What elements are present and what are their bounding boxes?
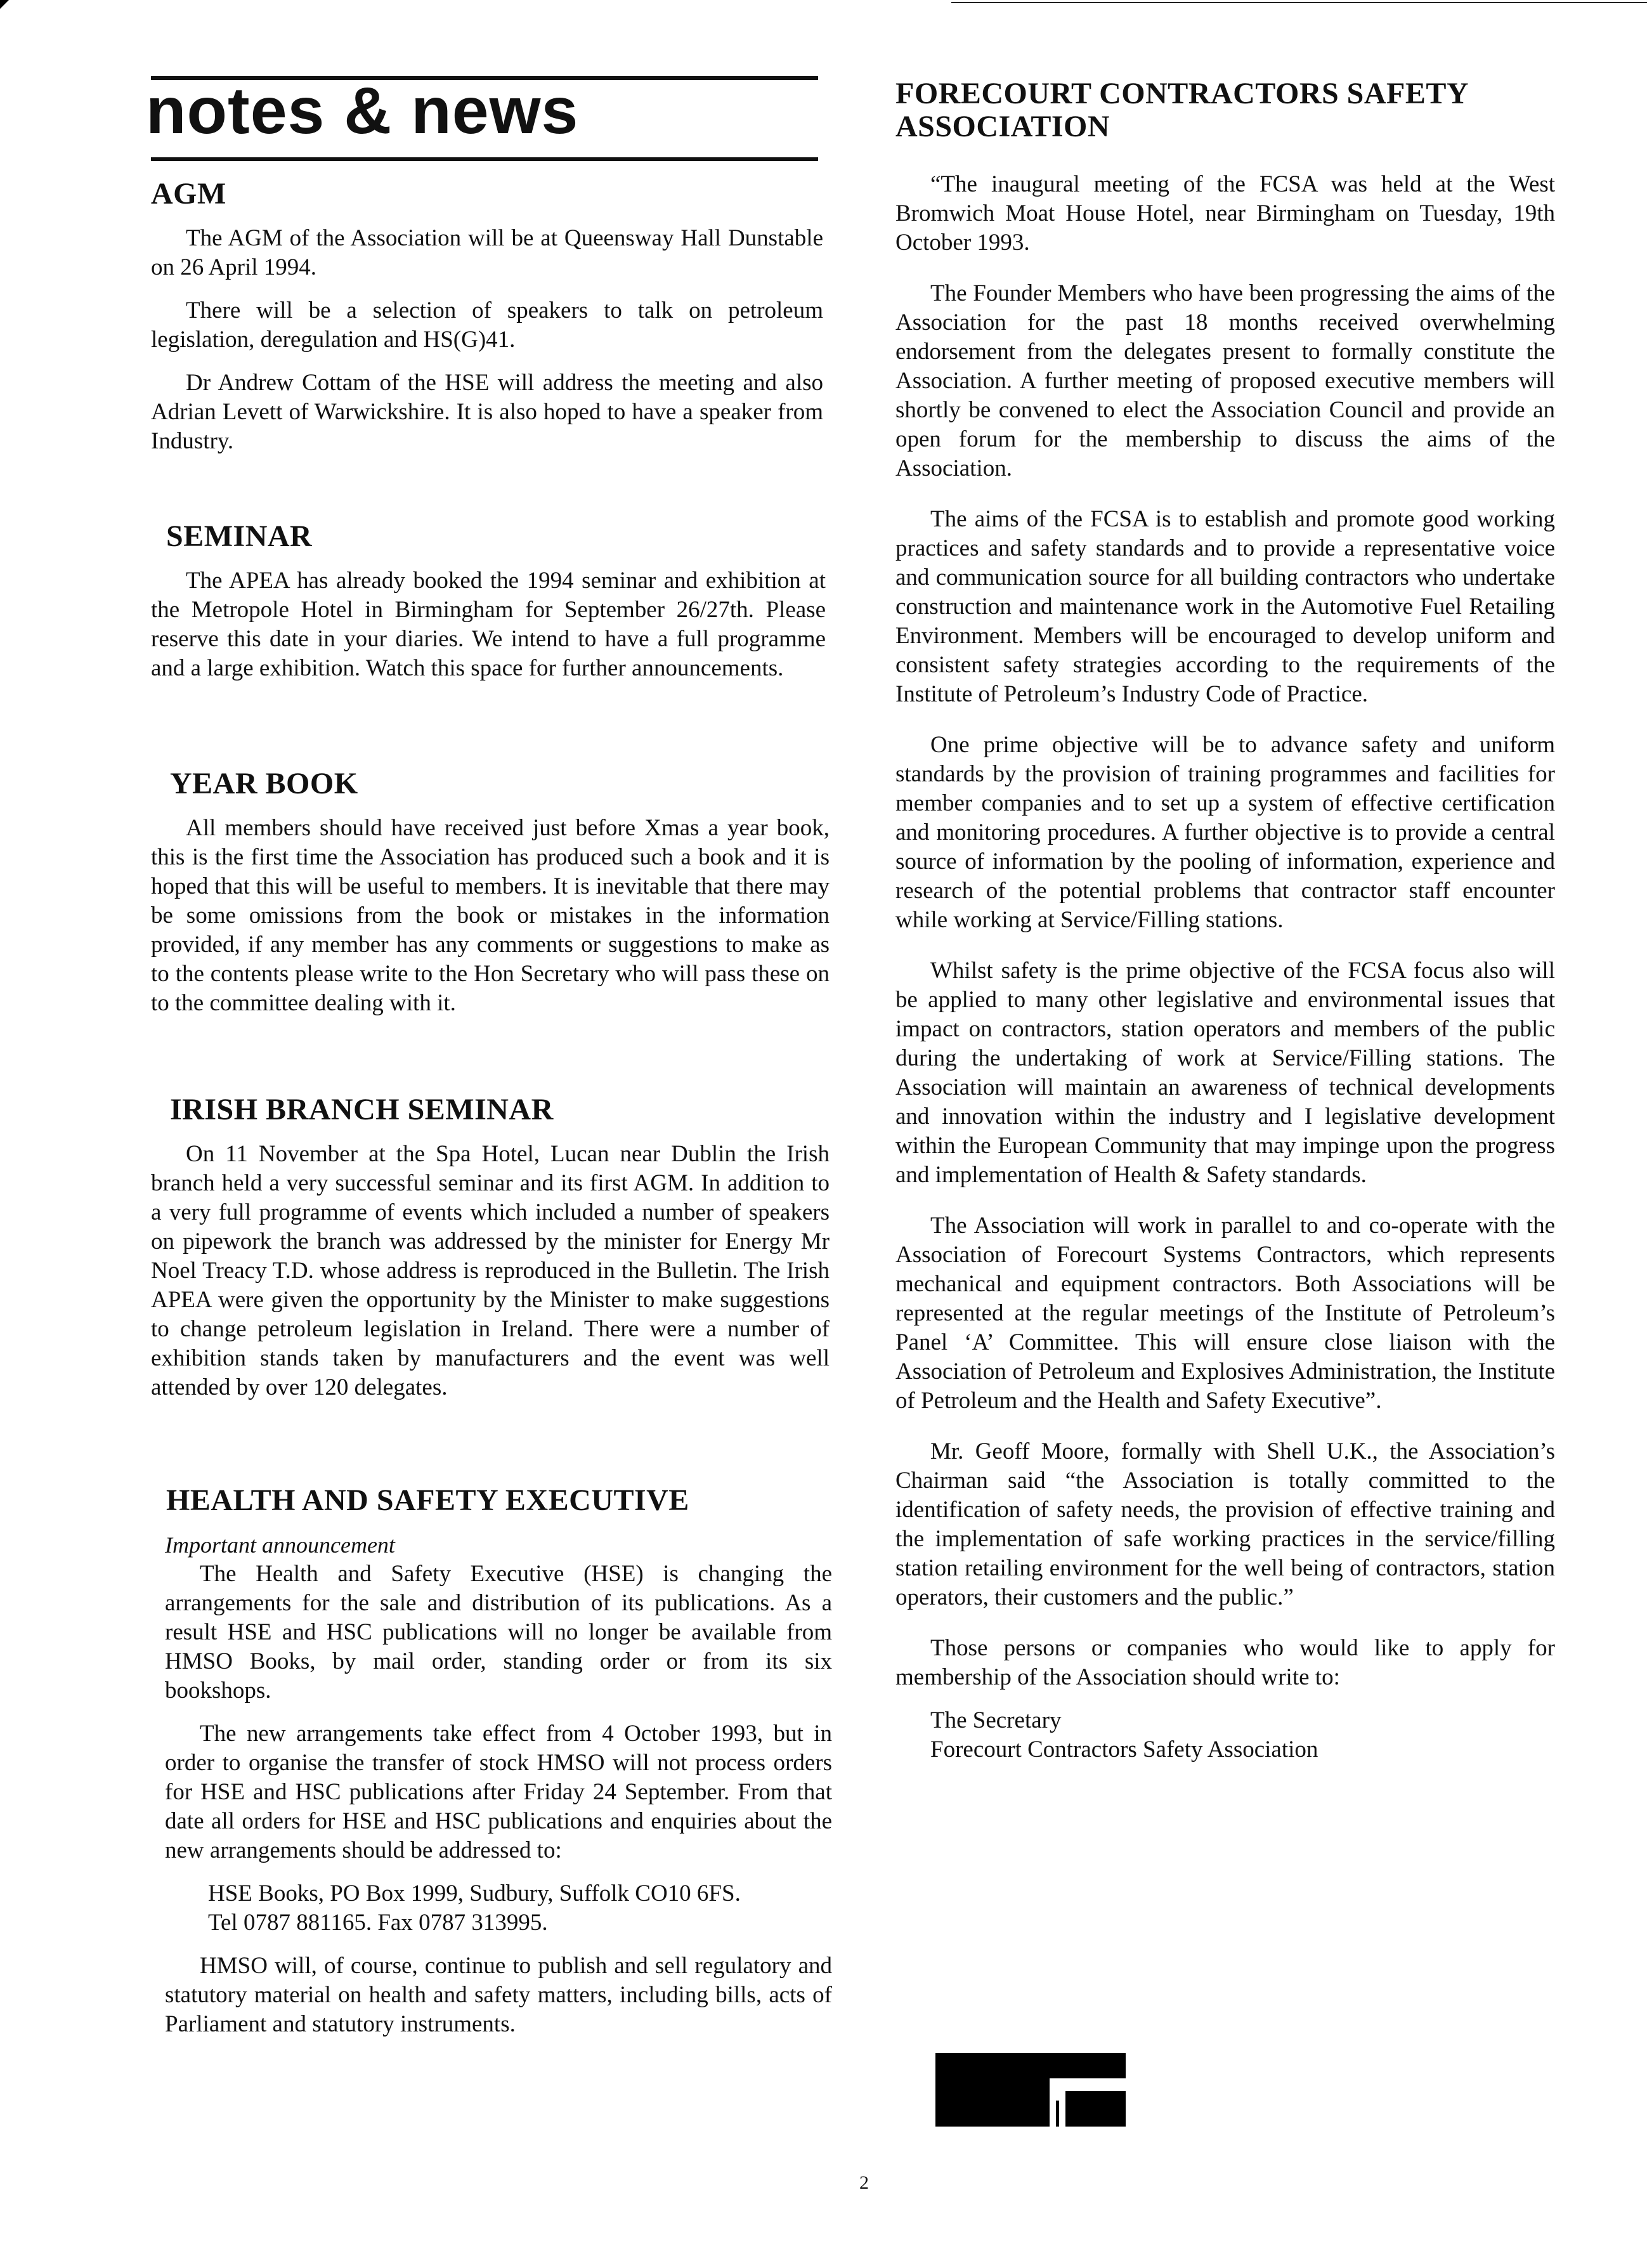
agm-heading: AGM bbox=[151, 177, 226, 211]
hse-address-line-2: Tel 0787 881165. Fax 0787 313995. bbox=[208, 1910, 548, 1936]
yearbook-heading: YEAR BOOK bbox=[170, 767, 358, 800]
hse-subtitle: Important announcement bbox=[165, 1532, 395, 1558]
fcsa-paragraph-4: One prime objective will be to advance safety and uniform standards by the provision of training programmes and facilities for member companies and to set up a system of effective certification and monitoring procedures. A further objective is to provide a central source of information by the pooling of information, experience and research of the potential problems that contractor staff encounter while working at Service/Filling stations. bbox=[895, 732, 1555, 933]
agm-paragraph-2: There will be a selection of speakers to talk on petroleum legislation, deregulation and HS(G)41. bbox=[151, 297, 823, 353]
fcsa-logo bbox=[935, 2053, 1126, 2127]
seminar-paragraph: The APEA has already booked the 1994 seminar and exhibition at the Metropole Hotel in Birmingham for September 26/27th. Please reserve this date in your diaries. We intend to have a full programme and a large exhibition. Watch this space for further announcements. bbox=[151, 568, 826, 681]
seminar-section bbox=[151, 519, 826, 697]
seminar-heading: SEMINAR bbox=[166, 519, 313, 553]
fcsa-signature-line-2: Forecourt Contractors Safety Association bbox=[930, 1737, 1318, 1763]
page-number: 2 bbox=[859, 2172, 869, 2193]
fcsa-paragraph-3: The aims of the FCSA is to establish and promote good working practices and safety standards and to provide a representative voice and communication source for all building contractors who undertake construction and maintenance work in the Automotive Fuel Retailing Environment. Members will be encouraged to develop uniform and consistent safety strategies according to the requirements of the Institute of Petroleum’s Industry Code of Practice. bbox=[895, 506, 1555, 707]
top-edge-line bbox=[951, 2, 1647, 3]
agm-paragraph-1: The AGM of the Association will be at Queensway Hall Dunstable on 26 April 1994. bbox=[151, 225, 823, 280]
fcsa-signature bbox=[895, 1706, 1555, 1764]
masthead-rule-bottom bbox=[151, 157, 818, 161]
hse-paragraph-3: HMSO will, of course, continue to publish and sell regulatory and statutory material on health and safety matters, including bills, acts of Parliament and statutory instruments. bbox=[165, 1953, 832, 2037]
irish-heading: IRISH BRANCH SEMINAR bbox=[170, 1093, 554, 1126]
fcsa-paragraph-8: Those persons or companies who would like to apply for membership of the Association should write to: bbox=[895, 1635, 1555, 1690]
corner-mark bbox=[0, 0, 9, 9]
hse-address bbox=[165, 1879, 832, 1938]
hse-address-line-1: HSE Books, PO Box 1999, Sudbury, Suffolk CO10 6FS. bbox=[208, 1880, 741, 1906]
fcsa-section bbox=[895, 77, 1555, 1764]
hse-heading: HEALTH AND SAFETY EXECUTIVE bbox=[166, 1483, 689, 1517]
fcsa-paragraph-5: Whilst safety is the prime objective of the FCSA focus also will be applied to many other legislative and environmental issues that impact on contractors, station operators and members of the public during the undertaking of work at Service/Filling stations. The Association will maintain an awareness of technical developments and innovation within the industry and I legislative development within the European Community that may impinge upon the progress and implementation of Health & Safety standards. bbox=[895, 958, 1555, 1188]
fcsa-paragraph-6: The Association will work in parallel to and co-operate with the Association of Forecourt Systems Contractors, which represents mechanical and equipment contractors. Both Associations will be represented at the regular meetings of the Institute of Petroleum’s Panel ‘A’ Committee. This will ensure close liaison with the Association of Petroleum and Explosives Administration, the Institute of Petroleum and the Health and Safety Executive”. bbox=[895, 1213, 1555, 1414]
yearbook-paragraph: All members should have received just before Xmas a year book, this is the first time the Association has produced such a book and it is hoped that this will be useful to members. It is inevitable that there may be some omissions from the book or mistakes in the information provided, if any member has any comments or suggestions to make as to the contents please write to the Hon Secretary who will pass these on to the committee dealing with it. bbox=[151, 815, 830, 1016]
agm-section bbox=[151, 176, 823, 470]
hse-paragraph-2: The new arrangements take effect from 4 October 1993, but in order to organise the transfer of stock HMSO will not process orders for HSE and HSC publications after Friday 24 September. From that date all orders for HSE and HSC publications and enquiries about the new arrangements should be addressed to: bbox=[165, 1721, 832, 1863]
irish-paragraph: On 11 November at the Spa Hotel, Lucan near Dublin the Irish branch held a very successful seminar and its first AGM. In addition to a very full programme of events which included a number of speakers on pipework the branch was addressed by the minister for Energy Mr Noel Treacy T.D. whose address is reproduced in the Bulletin. The Irish APEA were given the opportunity by the Minister to make suggestions to change petroleum legislation in Ireland. There were a number of exhibition stands taken by manufacturers and the event was well attended by over 120 delegates. bbox=[151, 1141, 830, 1400]
fcsa-heading: FORECOURT CONTRACTORS SAFETY ASSOCIATION bbox=[895, 77, 1468, 143]
masthead-title: notes & news bbox=[146, 74, 579, 148]
agm-paragraph-3: Dr Andrew Cottam of the HSE will address the meeting and also Adrian Levett of Warwickshire. It is also hoped to have a speaker from Industry. bbox=[151, 370, 823, 454]
fcsa-paragraph-7: Mr. Geoff Moore, formally with Shell U.K., the Association’s Chairman said “the Association is totally committed to the identification of safety needs, the provision of effective training and the implementation of safe working practices in the service/filling station retailing environment for the well being of contractors, station operators, their customers and the public.” bbox=[895, 1438, 1555, 1610]
irish-section bbox=[151, 1092, 830, 1416]
fcsa-signature-line-1: The Secretary bbox=[930, 1707, 1062, 1733]
fcsa-paragraph-1: “The inaugural meeting of the FCSA was held at the West Bromwich Moat House Hotel, near Birmingham on Tuesday, 19th October 1993. bbox=[895, 171, 1555, 256]
hse-section bbox=[166, 1483, 832, 2053]
yearbook-section bbox=[151, 766, 830, 1032]
hse-paragraph-1: The Health and Safety Executive (HSE) is changing the arrangements for the sale and distribution of its publications. As a result HSE and HSC publications will no longer be available from HMSO Books, by mail order, standing order or from its six bookshops. bbox=[165, 1561, 832, 1704]
fcsa-paragraph-2: The Founder Members who have been progressing the aims of the Association for the past 18 months received overwhelming endorsement from the delegates present to formally constitute the Association. A further meeting of proposed executive members will shortly be convened to elect the Association Council and provide an open forum for the membership to discuss the aims of the Association. bbox=[895, 280, 1555, 481]
